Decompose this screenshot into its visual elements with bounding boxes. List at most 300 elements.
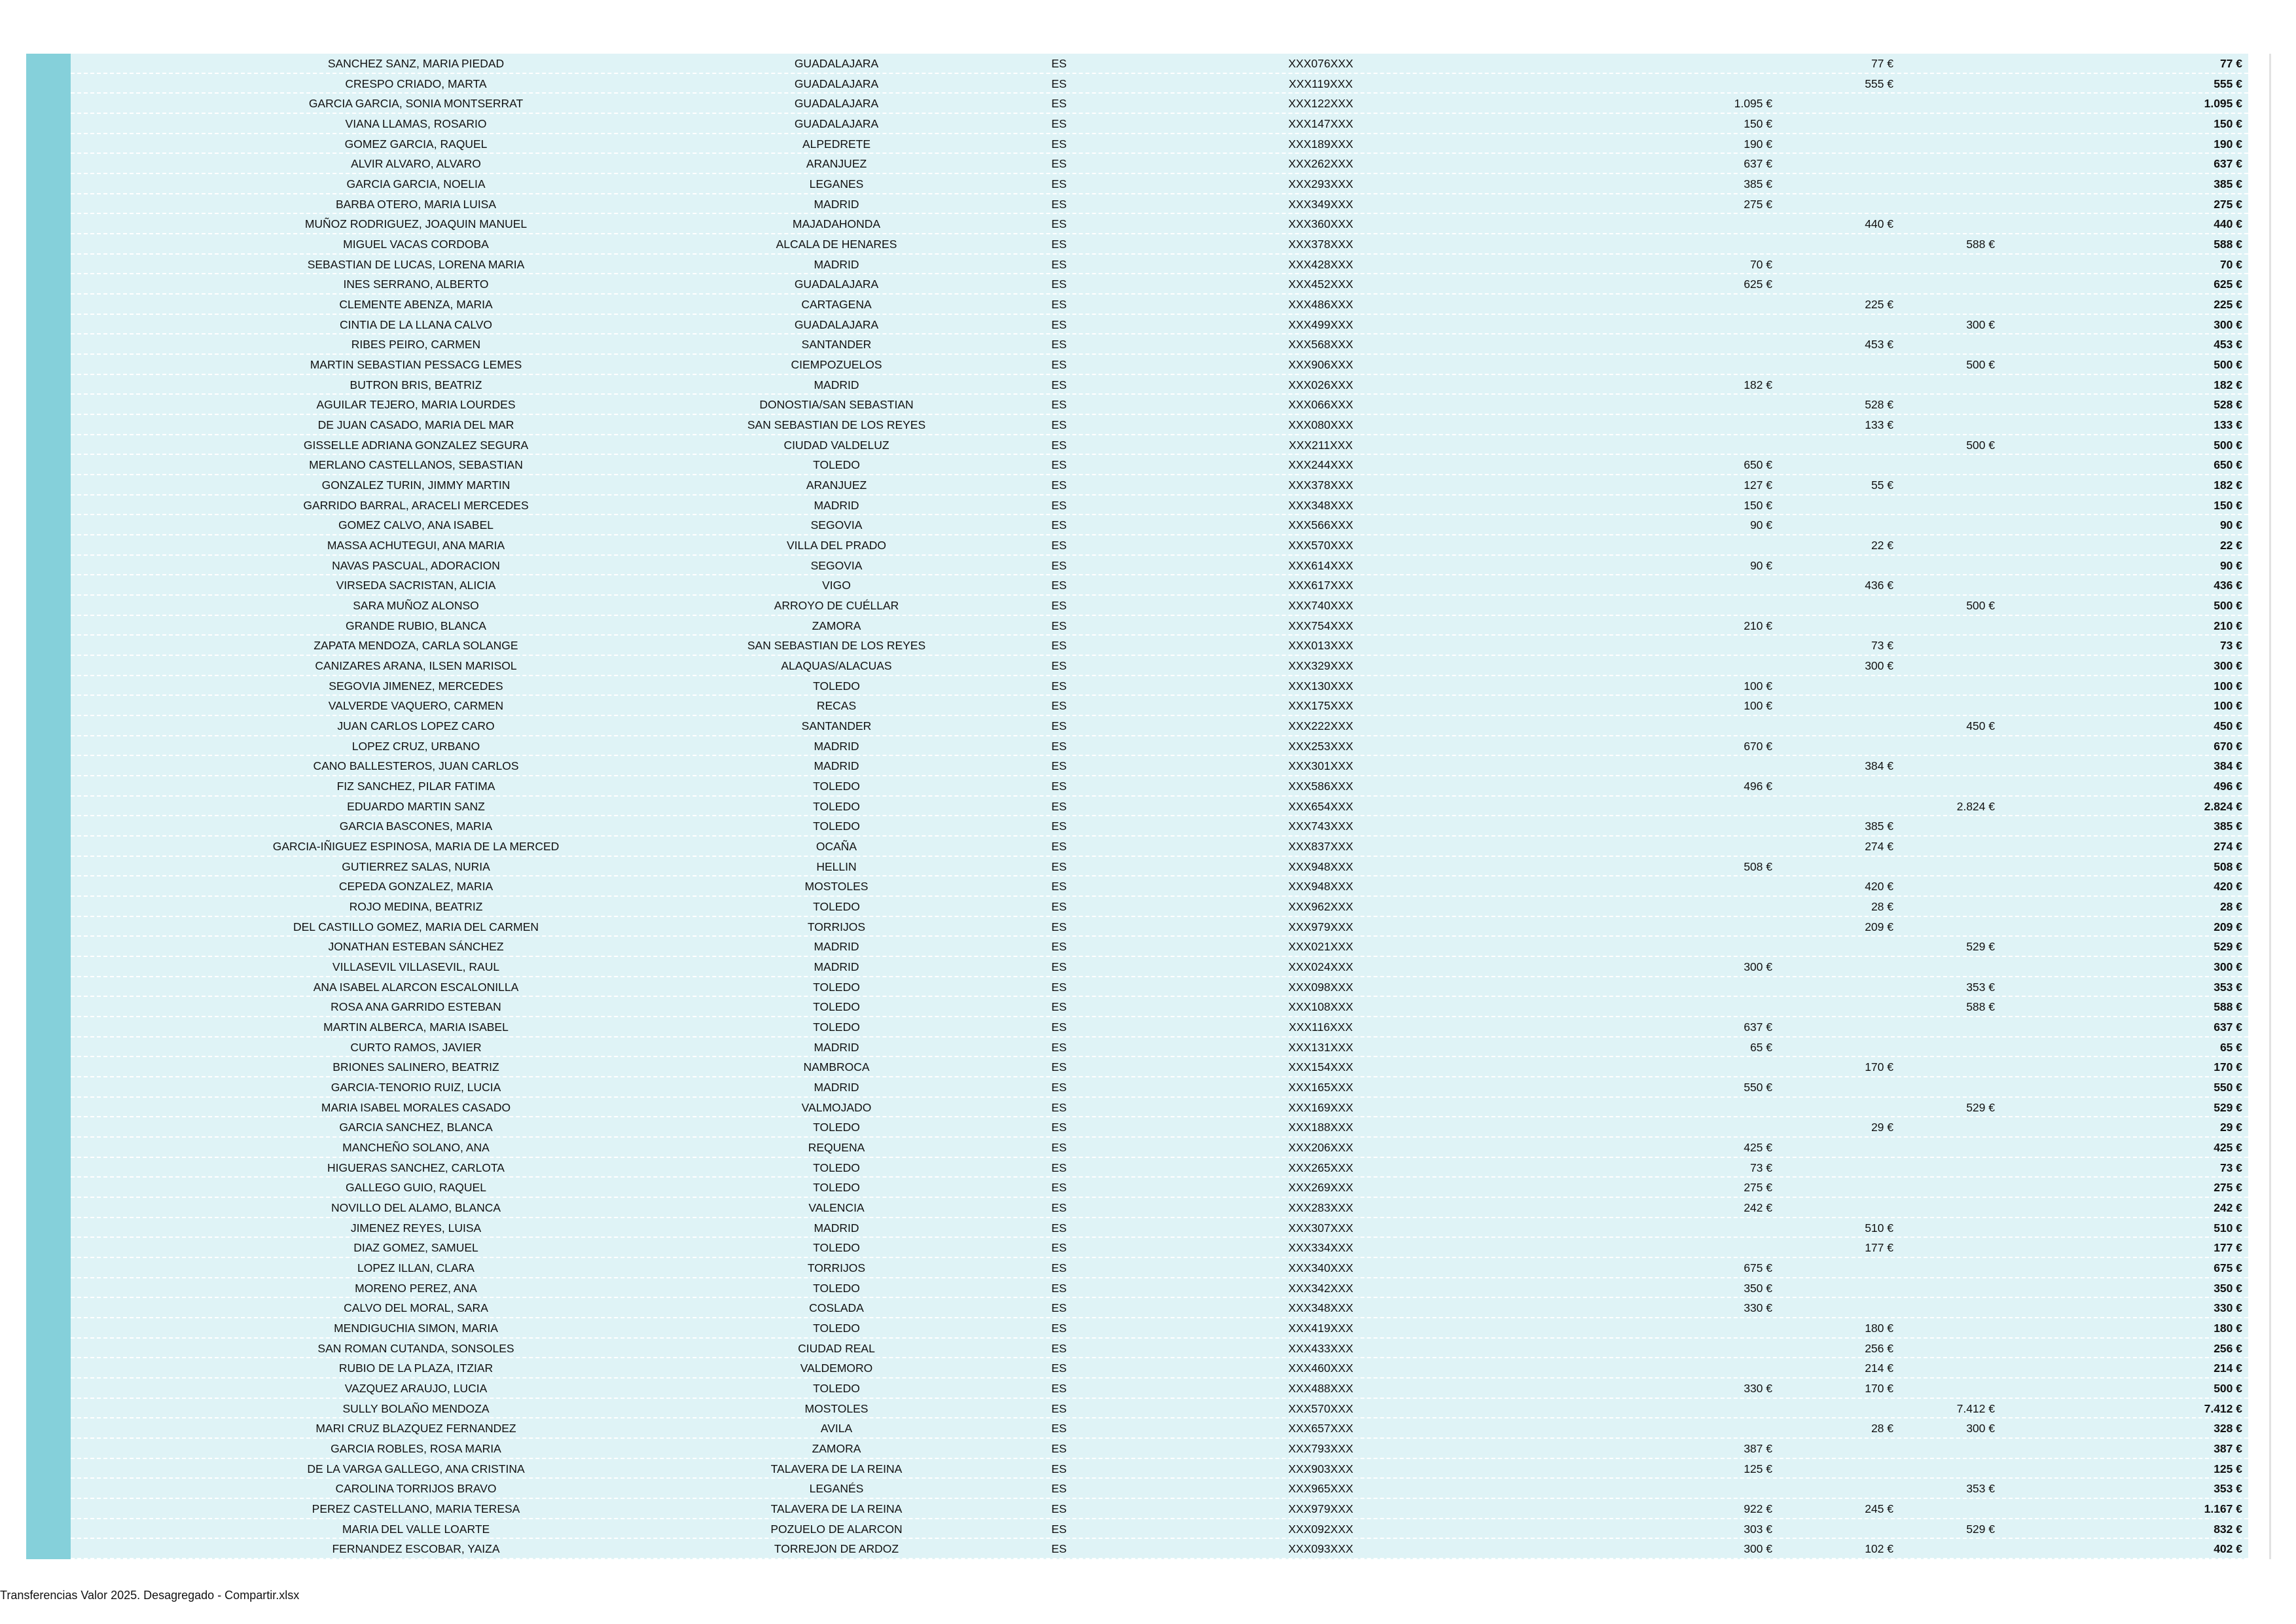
amount-c-cell [1799,1298,1995,1318]
table-row [71,1539,2248,1559]
tax-id-cell: XXX566XXX [1288,518,1354,532]
amount-a-cell: 496 € [1744,780,1772,793]
total-amount-cell: 385 € [2214,820,2242,833]
amount-c-cell [1799,174,1995,194]
city-cell: TALAVERA DE LA REINA [770,1462,903,1475]
country-code-cell: ES [1051,859,1067,873]
table-row [71,696,2248,716]
city-cell: TOLEDO [813,900,860,913]
payee-name-cell: INES SERRANO, ALBERTO [343,278,489,291]
city-cell: MADRID [814,1221,859,1235]
amount-a-cell: 508 € [1744,859,1772,873]
amount-b-cell: 510 € [1865,1221,1893,1235]
country-code-cell: ES [1051,1040,1067,1054]
payee-name-cell: MERLANO CASTELLANOS, SEBASTIAN [309,458,523,472]
table-row [71,475,2248,496]
tax-id-cell: XXX793XXX [1288,1442,1354,1455]
tax-id-cell: XXX080XXX [1288,418,1354,431]
country-code-cell: ES [1051,117,1067,130]
total-amount-cell: 1.167 € [2204,1502,2242,1515]
total-amount-cell: 275 € [2214,1181,2242,1195]
amount-c-cell [1799,857,1995,876]
table-row [71,1479,2248,1499]
amount-b-cell: 77 € [1871,57,1893,70]
table-row [71,1138,2248,1158]
amount-c-cell [1799,54,1995,73]
tax-id-cell: XXX165XXX [1288,1081,1354,1094]
city-cell: TOLEDO [813,1322,860,1335]
table-row [71,1178,2248,1198]
table-row [71,395,2248,415]
payee-name-cell: AGUILAR TEJERO, MARIA LOURDES [316,398,516,412]
city-cell: TOLEDO [813,1121,860,1134]
amount-c-cell [1799,1117,1995,1137]
city-cell: GUADALAJARA [794,117,879,130]
country-code-cell: ES [1051,1482,1067,1496]
amount-a-cell: 1.095 € [1734,97,1772,111]
total-amount-cell: 453 € [2214,338,2242,352]
country-code-cell: ES [1051,278,1067,291]
country-code-cell: ES [1051,518,1067,532]
country-code-cell: ES [1051,1100,1067,1114]
total-amount-cell: 77 € [2219,57,2242,70]
city-cell: ALPEDRETE [802,137,871,151]
amount-c-cell [1799,837,1995,856]
payee-name-cell: ROJO MEDINA, BEATRIZ [349,900,483,913]
amount-c-cell [1799,475,1995,495]
city-cell: CIEMPOZUELOS [791,358,882,371]
tax-id-cell: XXX419XXX [1288,1322,1354,1335]
city-cell: SANTANDER [801,719,872,732]
amount-c-cell: 353 € [1966,980,1995,994]
table-row [71,315,2248,335]
tax-id-cell: XXX340XXX [1288,1261,1354,1274]
amount-c-cell [1799,1318,1995,1338]
amount-a-cell: 150 € [1744,498,1772,512]
page-edge-line [2269,54,2271,1559]
city-cell: TOLEDO [813,1161,860,1174]
city-cell: VILLA DEL PRADO [786,539,887,552]
tax-id-cell: XXX092XXX [1288,1522,1354,1536]
tax-id-cell: XXX378XXX [1288,238,1354,251]
amount-c-cell [1799,496,1995,515]
total-amount-cell: 328 € [2214,1422,2242,1435]
tax-id-cell: XXX654XXX [1288,799,1354,813]
payee-name-cell: CLEMENTE ABENZA, MARIA [339,298,493,311]
tax-id-cell: XXX253XXX [1288,739,1354,753]
table-row [71,1238,2248,1258]
amount-b-cell: 385 € [1865,820,1893,833]
table-row [71,797,2248,817]
amount-a-cell: 350 € [1744,1281,1772,1295]
country-code-cell: ES [1051,398,1067,412]
table-row [71,174,2248,194]
table-row [71,616,2248,636]
tax-id-cell: XXX116XXX [1289,1020,1353,1034]
payee-name-cell: GARRIDO BARRAL, ARACELI MERCEDES [303,498,529,512]
total-amount-cell: 170 € [2214,1060,2242,1074]
amount-c-cell [1799,255,1995,274]
city-cell: MADRID [814,498,859,512]
amount-a-cell: 385 € [1744,177,1772,190]
total-amount-cell: 832 € [2214,1522,2242,1536]
payee-name-cell: VAZQUEZ ARAUJO, LUCIA [344,1382,488,1395]
tax-id-cell: XXX837XXX [1288,840,1354,853]
city-cell: SEGOVIA [810,518,863,532]
payee-name-cell: GISSELLE ADRIANA GONZALEZ SEGURA [303,438,529,452]
amount-c-cell [1799,897,1995,916]
total-amount-cell: 133 € [2214,418,2242,431]
table-row [71,1499,2248,1519]
tax-id-cell: XXX903XXX [1288,1462,1354,1475]
city-cell: TOLEDO [813,1181,860,1195]
amount-b-cell: 420 € [1865,880,1893,893]
total-amount-cell: 275 € [2214,197,2242,211]
city-cell: TOLEDO [813,1241,860,1255]
payee-name-cell: VILLASEVIL VILLASEVIL, RAUL [332,960,500,973]
total-amount-cell: 300 € [2214,659,2242,672]
total-amount-cell: 500 € [2214,438,2242,452]
amount-c-cell [1799,194,1995,214]
city-cell: GUADALAJARA [794,77,879,90]
table-row [71,154,2248,174]
table-row [71,455,2248,475]
amount-a-cell: 303 € [1744,1522,1772,1536]
tax-id-cell: XXX329XXX [1288,659,1354,672]
tax-id-cell: XXX211XXX [1289,438,1353,452]
total-amount-cell: 588 € [2214,238,2242,251]
tax-id-cell: XXX066XXX [1288,398,1354,412]
city-cell: TALAVERA DE LA REINA [770,1502,903,1515]
table-row [71,876,2248,897]
tax-id-cell: XXX460XXX [1288,1362,1354,1375]
total-amount-cell: 496 € [2214,780,2242,793]
city-cell: VALDEMORO [800,1362,873,1375]
table-row [71,134,2248,154]
country-code-cell: ES [1051,739,1067,753]
country-code-cell: ES [1051,679,1067,693]
amount-b-cell: 133 € [1865,418,1893,431]
table-row [71,596,2248,616]
amount-a-cell: 90 € [1749,558,1772,572]
payee-name-cell: EDUARDO MARTIN SANZ [347,799,485,813]
city-cell: MADRID [814,960,859,973]
city-cell: ARANJUEZ [806,157,867,171]
payee-name-cell: MARIA ISABEL MORALES CASADO [321,1100,511,1114]
amount-a-cell: 242 € [1744,1201,1772,1214]
city-cell: TOLEDO [813,980,860,994]
tax-id-cell: XXX021XXX [1288,940,1354,954]
amount-c-cell [1799,515,1995,535]
payee-name-cell: CANIZARES ARANA, ILSEN MARISOL [315,659,517,672]
table-row [71,1038,2248,1058]
amount-c-cell [1799,415,1995,435]
tax-id-cell: XXX026XXX [1288,378,1354,391]
city-cell: MADRID [814,378,859,391]
city-cell: MADRID [814,257,859,271]
table-row [71,1278,2248,1299]
amount-b-cell: 436 € [1865,579,1893,592]
country-code-cell: ES [1051,1281,1067,1295]
payee-name-cell: MASSA ACHUTEGUI, ANA MARIA [327,539,505,552]
amount-c-cell [1799,74,1995,94]
city-cell: POZUELO DE ALARCON [770,1522,903,1536]
tax-id-cell: XXX906XXX [1288,358,1354,371]
city-cell: CARTAGENA [801,298,872,311]
table-row [71,1017,2248,1038]
country-code-cell: ES [1051,1060,1067,1074]
city-cell: COSLADA [809,1301,864,1315]
total-amount-cell: 353 € [2214,1482,2242,1496]
country-code-cell: ES [1051,1221,1067,1235]
country-code-cell: ES [1051,478,1067,492]
payee-name-cell: RUBIO DE LA PLAZA, ITZIAR [338,1362,493,1375]
city-cell: TOLEDO [813,780,860,793]
tax-id-cell: XXX189XXX [1288,137,1354,151]
payee-name-cell: CALVO DEL MORAL, SARA [344,1301,488,1315]
tax-id-cell: XXX307XXX [1288,1221,1354,1235]
country-code-cell: ES [1051,639,1067,653]
tax-id-cell: XXX979XXX [1288,920,1354,933]
city-cell: TOLEDO [813,799,860,813]
city-cell: CIUDAD VALDELUZ [783,438,889,452]
table-row [71,1379,2248,1399]
payee-name-cell: SAN ROMAN CUTANDA, SONSOLES [317,1341,514,1355]
table-row [71,816,2248,837]
table-row [71,957,2248,977]
payee-name-cell: CINTIA DE LA LLANA CALVO [339,317,493,331]
table-row [71,94,2248,114]
amount-c-cell [1799,816,1995,836]
table-row [71,897,2248,917]
city-cell: SEGOVIA [810,558,863,572]
city-cell: MAJADAHONDA [792,217,881,231]
amount-a-cell: 387 € [1744,1442,1772,1455]
tax-id-cell: XXX169XXX [1288,1100,1354,1114]
tax-id-cell: XXX154XXX [1288,1060,1354,1074]
country-code-cell: ES [1051,1141,1067,1154]
payee-name-cell: ROSA ANA GARRIDO ESTEBAN [331,1000,501,1014]
payee-name-cell: BARBA OTERO, MARIA LUISA [335,197,497,211]
tax-id-cell: XXX428XXX [1288,257,1354,271]
payee-name-cell: CEPEDA GONZALEZ, MARIA [338,880,493,893]
table-row [71,1198,2248,1218]
payee-name-cell: DE JUAN CASADO, MARIA DEL MAR [317,418,514,431]
table-row [71,736,2248,757]
country-code-cell: ES [1051,97,1067,111]
tax-id-cell: XXX130XXX [1288,679,1354,693]
tax-id-cell: XXX568XXX [1288,338,1354,352]
amount-c-cell: 450 € [1966,719,1995,732]
payee-name-cell: VIANA LLAMAS, ROSARIO [345,117,487,130]
table-row [71,355,2248,375]
tax-id-cell: XXX131XXX [1288,1040,1354,1054]
table-row [71,496,2248,516]
total-amount-cell: 625 € [2214,278,2242,291]
table-row [71,756,2248,776]
amount-a-cell: 210 € [1744,619,1772,632]
payee-name-cell: FERNANDEZ ESCOBAR, YAIZA [332,1542,500,1556]
country-code-cell: ES [1051,599,1067,612]
amount-b-cell: 274 € [1865,840,1893,853]
total-amount-cell: 350 € [2214,1281,2242,1295]
payee-name-cell: MENDIGUCHIA SIMON, MARIA [334,1322,498,1335]
country-code-cell: ES [1051,1161,1067,1174]
tax-id-cell: XXX334XXX [1288,1241,1354,1255]
country-code-cell: ES [1051,558,1067,572]
amount-c-cell [1799,1138,1995,1157]
city-cell: TOLEDO [813,1382,860,1395]
amount-c-cell [1799,1158,1995,1178]
country-code-cell: ES [1051,358,1067,371]
total-amount-cell: 510 € [2214,1221,2242,1235]
total-amount-cell: 190 € [2214,137,2242,151]
total-amount-cell: 180 € [2214,1322,2242,1335]
country-code-cell: ES [1051,378,1067,391]
tax-id-cell: XXX206XXX [1288,1141,1354,1154]
payee-name-cell: CANO BALLESTEROS, JUAN CARLOS [313,759,519,773]
tax-id-cell: XXX147XXX [1288,117,1354,130]
country-code-cell: ES [1051,1261,1067,1274]
amount-c-cell [1799,1539,1995,1559]
total-amount-cell: 385 € [2214,177,2242,190]
amount-c-cell: 300 € [1966,317,1995,331]
payee-name-cell: BUTRON BRIS, BEATRIZ [350,378,482,391]
table-row [71,1318,2248,1339]
amount-c-cell [1799,1339,1995,1358]
total-amount-cell: 177 € [2214,1241,2242,1255]
amount-c-cell [1799,957,1995,977]
table-row [71,676,2248,696]
country-code-cell: ES [1051,137,1067,151]
table-row [71,556,2248,576]
city-cell: GUADALAJARA [794,97,879,111]
tax-id-cell: XXX108XXX [1288,1000,1354,1014]
total-amount-cell: 29 € [2219,1121,2242,1134]
tax-id-cell: XXX740XXX [1288,599,1354,612]
country-code-cell: ES [1051,157,1067,171]
tax-id-cell: XXX948XXX [1288,859,1354,873]
country-code-cell: ES [1051,57,1067,70]
city-cell: GUADALAJARA [794,57,879,70]
table-row [71,274,2248,295]
total-amount-cell: 500 € [2214,599,2242,612]
amount-b-cell: 555 € [1865,77,1893,90]
table-row [71,857,2248,877]
amount-a-cell: 100 € [1744,679,1772,693]
amount-b-cell: 256 € [1865,1341,1893,1355]
tax-id-cell: XXX175XXX [1288,699,1354,713]
total-amount-cell: 214 € [2214,1362,2242,1375]
amount-a-cell: 300 € [1744,1542,1772,1556]
total-amount-cell: 528 € [2214,398,2242,412]
amount-c-cell [1799,1218,1995,1238]
amount-c-cell: 353 € [1966,1482,1995,1496]
city-cell: LEGANÉS [809,1482,864,1496]
city-cell: AVILA [820,1422,853,1435]
country-code-cell: ES [1051,1000,1067,1014]
country-code-cell: ES [1051,920,1067,933]
table-row [71,375,2248,395]
country-code-cell: ES [1051,1301,1067,1315]
total-amount-cell: 182 € [2214,478,2242,492]
table-row [71,837,2248,857]
tax-id-cell: XXX433XXX [1288,1341,1354,1355]
tax-id-cell: XXX244XXX [1288,458,1354,472]
amount-b-cell: 102 € [1865,1542,1893,1556]
amount-b-cell: 245 € [1865,1502,1893,1515]
table-row [71,1399,2248,1419]
amount-c-cell [1799,1459,1995,1479]
payee-name-cell: MANCHEÑO SOLANO, ANA [342,1141,490,1154]
total-amount-cell: 90 € [2219,518,2242,532]
city-cell: ALAQUAS/ALACUAS [781,659,892,672]
amount-c-cell: 529 € [1966,1100,1995,1114]
city-cell: MADRID [814,197,859,211]
table-row [71,1057,2248,1077]
table-row [71,1519,2248,1540]
table-row [71,1358,2248,1379]
total-amount-cell: 242 € [2214,1201,2242,1214]
payee-name-cell: GARCIA BASCONES, MARIA [339,820,493,833]
total-amount-cell: 100 € [2214,679,2242,693]
total-amount-cell: 182 € [2214,378,2242,391]
amount-c-cell [1799,1379,1995,1398]
amount-c-cell [1799,676,1995,696]
country-code-cell: ES [1051,1382,1067,1395]
amount-a-cell: 625 € [1744,278,1772,291]
amount-c-cell: 7.412 € [1956,1401,1995,1415]
amount-c-cell [1799,1278,1995,1298]
amount-c-cell [1799,575,1995,595]
amount-c-cell: 500 € [1966,438,1995,452]
tax-id-cell: XXX348XXX [1288,1301,1354,1315]
payee-name-cell: PEREZ CASTELLANO, MARIA TERESA [312,1502,520,1515]
table-row [71,1218,2248,1238]
payee-name-cell: SULLY BOLAÑO MENDOZA [342,1401,490,1415]
total-amount-cell: 637 € [2214,1020,2242,1034]
city-cell: MADRID [814,759,859,773]
country-code-cell: ES [1051,619,1067,632]
amount-b-cell: 214 € [1865,1362,1893,1375]
country-code-cell: ES [1051,197,1067,211]
payee-name-cell: CRESPO CRIADO, MARTA [345,77,487,90]
tax-id-cell: XXX965XXX [1288,1482,1354,1496]
amount-c-cell: 529 € [1966,1522,1995,1536]
country-code-cell: ES [1051,980,1067,994]
total-amount-cell: 330 € [2214,1301,2242,1315]
amount-c-cell [1799,274,1995,294]
country-code-cell: ES [1051,539,1067,552]
total-amount-cell: 420 € [2214,880,2242,893]
table-row [71,334,2248,355]
city-cell: REQUENA [808,1141,865,1154]
amount-a-cell: 550 € [1744,1081,1772,1094]
amount-c-cell [1799,656,1995,676]
tax-id-cell: XXX349XXX [1288,197,1354,211]
table-row [71,74,2248,94]
city-cell: TOLEDO [813,1000,860,1014]
amount-b-cell: 28 € [1871,900,1893,913]
amount-c-cell [1799,876,1995,896]
tax-id-cell: XXX378XXX [1288,478,1354,492]
tax-id-cell: XXX013XXX [1288,639,1354,653]
city-cell: TORRIJOS [807,1261,866,1274]
amount-a-cell: 127 € [1744,478,1772,492]
amount-a-cell: 100 € [1744,699,1772,713]
country-code-cell: ES [1051,960,1067,973]
amount-c-cell: 500 € [1966,358,1995,371]
